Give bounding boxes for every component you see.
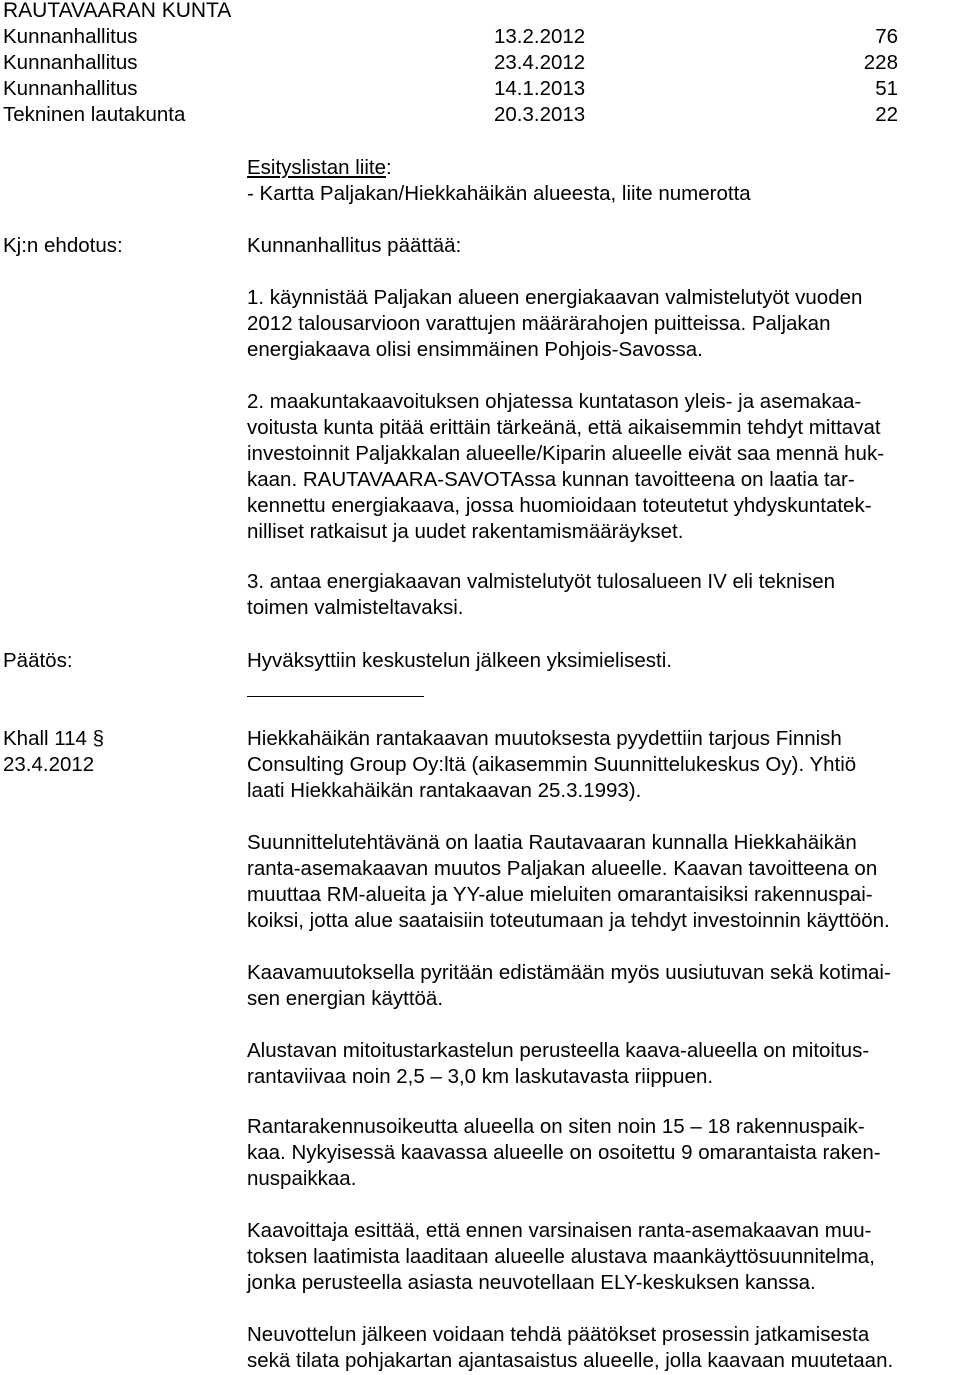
text-line: 1. käynnistää Paljakan alueen energiakaavan valmistelutyöt vuoden xyxy=(247,286,863,309)
meeting-number: 76 xyxy=(875,25,898,48)
khall-paragraph xyxy=(247,1322,893,1374)
text-line: ranta-asemakaavan muutos Paljakan alueelle. Kaavan tavoitteena on xyxy=(247,857,878,880)
text-line: nilliset ratkaisut ja uudet rakentamismääräykset. xyxy=(247,520,684,543)
text-line: laati Hiekkahäikän rantakaavan 25.3.1993). xyxy=(247,779,642,802)
meeting-number: 22 xyxy=(875,103,898,126)
text-line: energiakaava olisi ensimmäinen Pohjois-Savossa. xyxy=(247,338,703,361)
text-line: Kaavoittaja esittää, että ennen varsinaisen ranta-asemakaavan muu- xyxy=(247,1219,872,1242)
meeting-body: Kunnanhallitus xyxy=(3,77,138,100)
organization-name: RAUTAVAARAN KUNTA xyxy=(3,0,232,22)
meeting-date: 14.1.2013 xyxy=(494,77,586,100)
text-line: Rantarakennusoikeutta alueella on siten noin 15 – 18 rakennuspaik- xyxy=(247,1115,865,1138)
text-line: jonka perusteella asiasta neuvotellaan ELY-keskuksen kanssa. xyxy=(247,1271,816,1294)
text-line: koiksi, jotta alue saataisiin toteutumaan ja tehdyt investoinnin käyttöön. xyxy=(247,909,890,932)
section-divider xyxy=(247,696,424,697)
text-line: toimen valmisteltavaksi. xyxy=(247,596,464,619)
text-line: Alustavan mitoitustarkastelun perusteella kaava-alueella on mitoitus- xyxy=(247,1039,870,1062)
meeting-row xyxy=(3,24,898,50)
proposal-label: Kj:n ehdotus: xyxy=(3,234,123,257)
text-line: voitusta kunta pitää erittäin tärkeänä, että aikaisemmin tehdyt mittavat xyxy=(247,416,881,439)
meeting-row xyxy=(3,102,898,128)
meeting-date: 20.3.2013 xyxy=(494,103,586,126)
khall-paragraph xyxy=(247,1218,875,1296)
meeting-number: 228 xyxy=(863,51,898,74)
khall-paragraph xyxy=(247,960,891,1012)
proposal-item-1 xyxy=(247,285,862,363)
meeting-body: Kunnanhallitus xyxy=(3,25,138,48)
attachment-link[interactable]: Esityslistan liite xyxy=(247,156,386,179)
meeting-date: 13.2.2012 xyxy=(494,25,586,48)
text-line: 2012 talousarvioon varattujen määrärahojen puitteissa. Paljakan xyxy=(247,312,831,335)
meeting-body: Tekninen lautakunta xyxy=(3,103,186,126)
proposal-item-3 xyxy=(247,569,835,621)
text-line: 3. antaa energiakaavan valmistelutyöt tulosalueen IV eli teknisen xyxy=(247,570,836,593)
attachment-heading: Esityslistan liite: xyxy=(247,156,392,179)
text-line: 2. maakuntakaavoituksen ohjatessa kuntatason yleis- ja asemakaa- xyxy=(247,390,862,413)
text-line: kaa. Nykyisessä kaavassa alueelle on osoitettu 9 omarantaista raken- xyxy=(247,1141,881,1164)
proposal-intro: Kunnanhallitus päättää: xyxy=(247,234,462,257)
text-line: Consulting Group Oy:ltä (aikasemmin Suunnittelukeskus Oy). Yhtiö xyxy=(247,753,857,776)
meeting-row xyxy=(3,76,898,102)
text-line: sekä tilata pohjakartan ajantasaistus alueelle, jolla kaavaan muutetaan. xyxy=(247,1349,894,1372)
meeting-row xyxy=(3,50,898,76)
text-line: Neuvottelun jälkeen voidaan tehdä päätökset prosessin jatkamisesta xyxy=(247,1323,870,1346)
meeting-number: 51 xyxy=(875,77,898,100)
khall-date: 23.4.2012 xyxy=(3,753,95,776)
decision-label: Päätös: xyxy=(3,649,73,672)
text-line: Kaavamuutoksella pyritään edistämään myös uusiutuvan sekä kotimai- xyxy=(247,961,891,984)
text-line: Suunnittelutehtävänä on laatia Rautavaaran kunnalla Hiekkahäikän xyxy=(247,831,857,854)
text-line: kennettu energiakaava, jossa huomioidaan toteutetut yhdyskuntatek- xyxy=(247,494,872,517)
decision-text: Hyväksyttiin keskustelun jälkeen yksimielisesti. xyxy=(247,649,672,672)
meeting-date: 23.4.2012 xyxy=(494,51,586,74)
text-line: investoinnit Paljakkalan alueelle/Kiparin alueelle eivät saa mennä huk- xyxy=(247,442,885,465)
text-line: nuspaikkaa. xyxy=(247,1167,357,1190)
text-line: rantaviivaa noin 2,5 – 3,0 km laskutavasta riippuen. xyxy=(247,1065,714,1088)
meeting-body: Kunnanhallitus xyxy=(3,51,138,74)
text-line: muuttaa RM-alueita ja YY-alue mieluiten omarantaisiksi rakennuspai- xyxy=(247,883,873,906)
khall-paragraph xyxy=(247,726,856,804)
khall-paragraph xyxy=(247,1114,881,1192)
text-line: kaan. RAUTAVAARA-SAVOTAssa kunnan tavoitteena on laatia tar- xyxy=(247,468,855,491)
khall-paragraph xyxy=(247,1038,869,1090)
khall-paragraph xyxy=(247,830,890,934)
proposal-item-2 xyxy=(247,389,884,545)
khall-ref: Khall 114 § xyxy=(3,727,105,750)
text-line: Hiekkahäikän rantakaavan muutoksesta pyydettiin tarjous Finnish xyxy=(247,727,842,750)
attachment-item: - Kartta Paljakan/Hiekkahäikän alueesta, liite numerotta xyxy=(247,182,751,205)
text-line: toksen laatimista laaditaan alueelle alustava maankäyttösuunnitelma, xyxy=(247,1245,875,1268)
text-line: sen energian käyttöä. xyxy=(247,987,444,1010)
